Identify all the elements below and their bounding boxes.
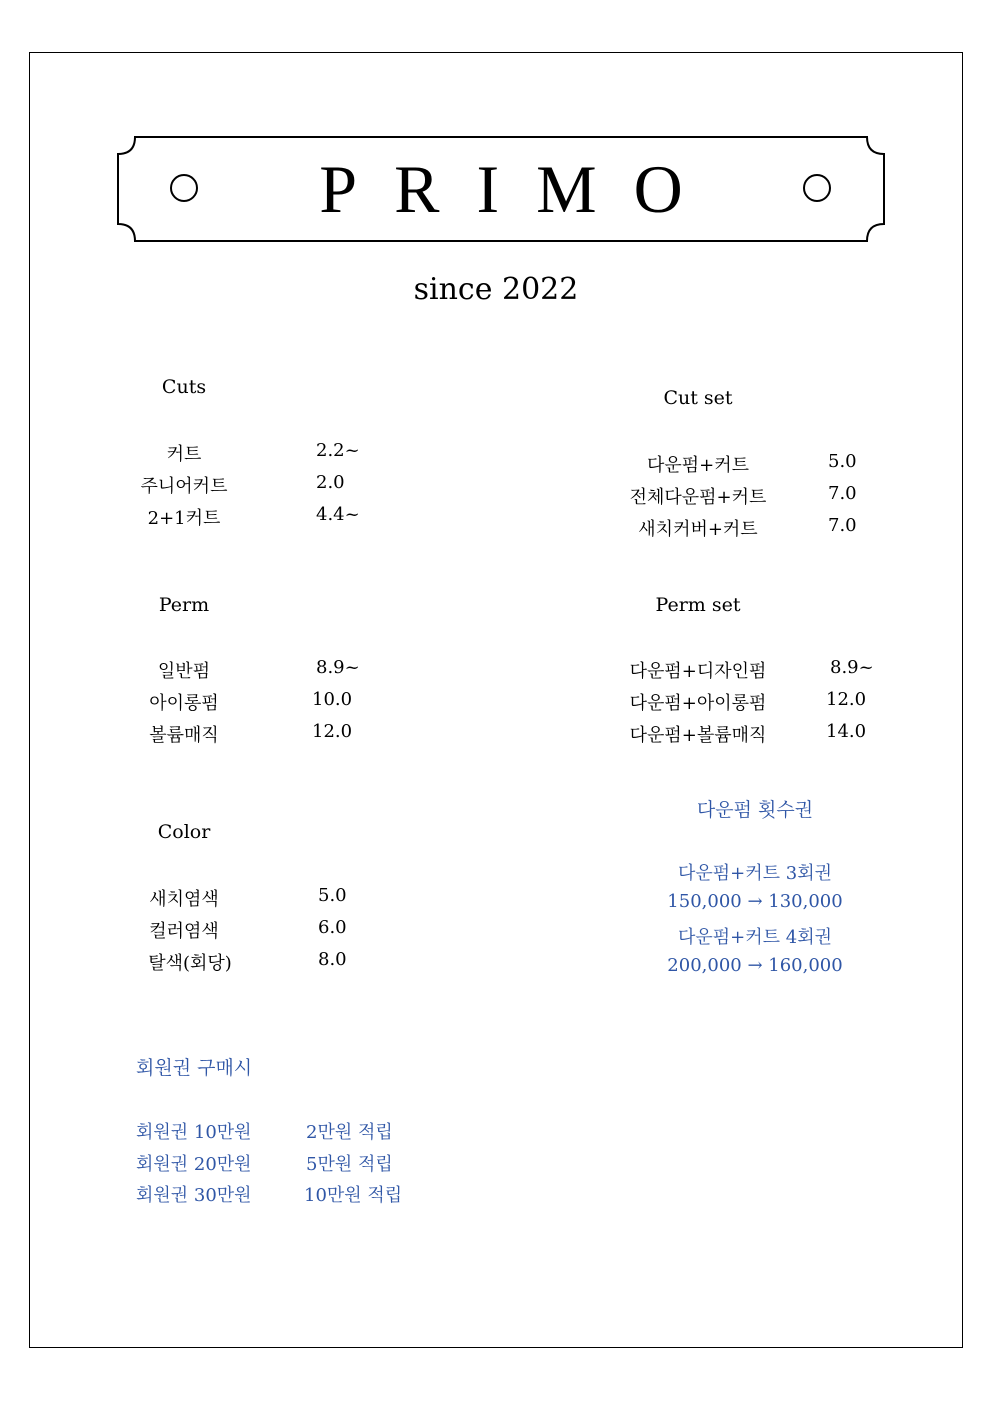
perm-item-price: 8.9~ — [316, 657, 360, 678]
downperm-pass-line: 다운펌+커트 4회권 — [678, 927, 832, 948]
cut-set-item-price: 7.0 — [828, 515, 857, 536]
downperm-pass-line: 200,000 → 160,000 — [667, 955, 843, 976]
membership-item-name: 회원권 30만원 — [136, 1185, 252, 1206]
perm-item-name: 아이롱펌 — [149, 693, 219, 714]
perm-set-title: Perm set — [655, 594, 741, 616]
cut-set-item-name: 전체다운펌+커트 — [629, 487, 767, 508]
downperm-pass-line: 150,000 → 130,000 — [667, 891, 843, 912]
color-title: Color — [157, 821, 211, 843]
cut-set-item-price: 5.0 — [828, 451, 857, 472]
downperm-pass-line: 다운펌+커트 3회권 — [678, 863, 832, 884]
perm-set-item-name: 다운펌+디자인펌 — [629, 661, 767, 682]
cuts-item-price: 4.4~ — [316, 504, 360, 525]
perm-item-price: 12.0 — [312, 721, 353, 742]
membership-item-reward: 2만원 적립 — [306, 1122, 393, 1143]
color-item-price: 6.0 — [318, 917, 347, 938]
since-text: since 2022 — [413, 272, 579, 307]
color-item-price: 8.0 — [318, 949, 347, 970]
membership-item-name: 회원권 10만원 — [136, 1122, 252, 1143]
membership-item-reward: 10만원 적립 — [304, 1185, 403, 1206]
downperm-pass-title: 다운펌 횟수권 — [696, 799, 814, 821]
color-item-name: 새치염색 — [149, 889, 219, 910]
brand-sign — [117, 136, 885, 242]
color-item-name: 탈색(회당) — [148, 953, 232, 974]
cuts-title: Cuts — [161, 376, 207, 398]
cut-set-item-name: 새치커버+커트 — [638, 519, 758, 540]
cut-set-item-price: 7.0 — [828, 483, 857, 504]
color-item-price: 5.0 — [318, 885, 347, 906]
perm-title: Perm — [158, 594, 210, 616]
brand-name: PRIMO — [319, 150, 720, 227]
perm-set-item-price: 8.9~ — [830, 657, 874, 678]
cuts-item-price: 2.2~ — [316, 440, 360, 461]
perm-set-item-price: 14.0 — [826, 721, 867, 742]
membership-item-reward: 5만원 적립 — [306, 1154, 393, 1175]
cuts-item-price: 2.0 — [316, 472, 345, 493]
membership-title: 회원권 구매시 — [136, 1057, 253, 1079]
perm-set-item-price: 12.0 — [826, 689, 867, 710]
cuts-item-name: 2+1커트 — [147, 508, 221, 529]
perm-item-name: 볼륨매직 — [149, 725, 219, 746]
cut-set-item-name: 다운펌+커트 — [646, 455, 750, 476]
cuts-item-name: 주니어커트 — [140, 476, 228, 497]
perm-set-item-name: 다운펌+볼륨매직 — [629, 725, 767, 746]
perm-item-name: 일반펌 — [157, 661, 211, 682]
membership-item-name: 회원권 20만원 — [136, 1154, 252, 1175]
perm-set-item-name: 다운펌+아이롱펌 — [629, 693, 767, 714]
perm-item-price: 10.0 — [312, 689, 353, 710]
cuts-item-name: 커트 — [166, 444, 202, 465]
cut-set-title: Cut set — [663, 387, 733, 409]
color-item-name: 컬러염색 — [149, 921, 219, 942]
